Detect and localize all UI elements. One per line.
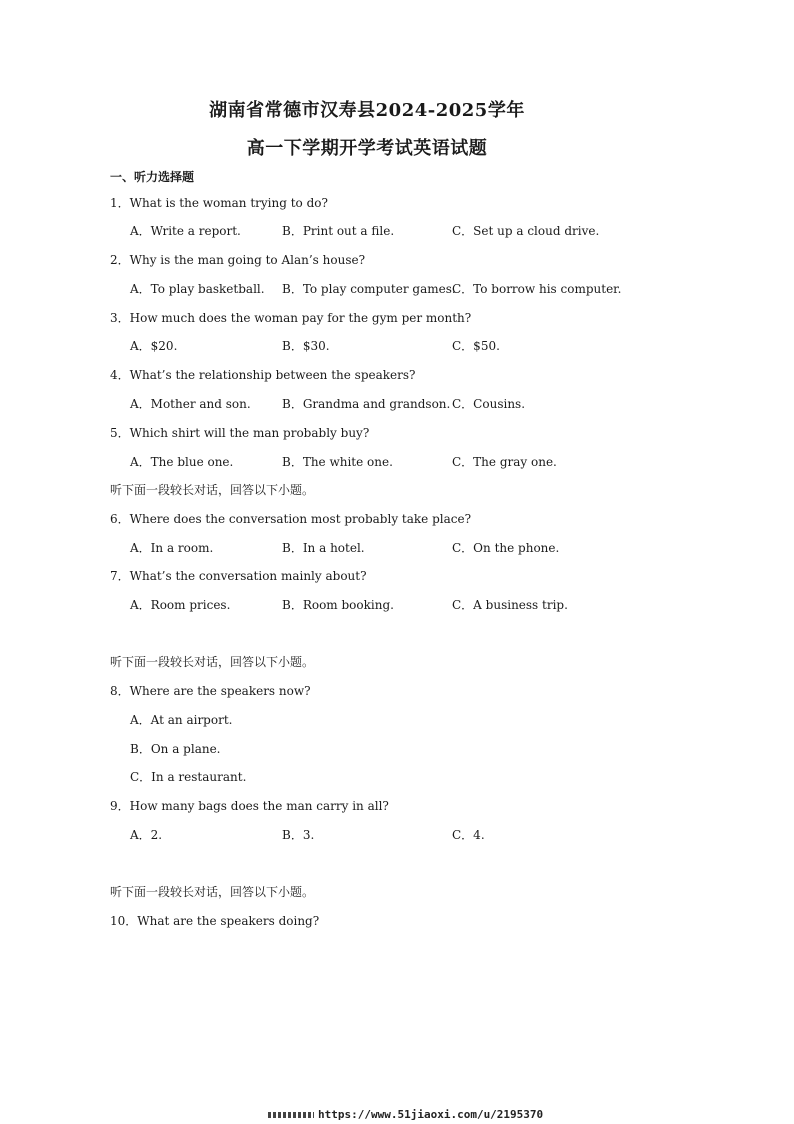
q6-option-a: A．In a room. bbox=[130, 541, 214, 555]
q2-option-b: B．To play computer games. bbox=[282, 282, 456, 296]
question-10: 10．What are the speakers doing? bbox=[110, 914, 320, 928]
q6-option-c: C．On the phone. bbox=[452, 541, 560, 555]
document-title-line2: 高一下学期开学考试英语试题 bbox=[246, 138, 488, 159]
question-2: 2．Why is the man going to Alan’s house? bbox=[110, 253, 366, 267]
q8-option-b: B．On a plane. bbox=[130, 742, 221, 756]
q5-option-b: B．The white one. bbox=[282, 455, 393, 469]
question-4: 4．What’s the relationship between the speakers? bbox=[110, 368, 416, 382]
watermark-logo-icon bbox=[268, 1112, 314, 1118]
q8-option-c: C．In a restaurant. bbox=[130, 770, 247, 784]
q2-option-a: A．To play basketball. bbox=[130, 282, 265, 296]
question-9: 9．How many bags does the man carry in all? bbox=[110, 799, 389, 813]
q3-option-a: A．$20. bbox=[130, 339, 178, 353]
question-8: 8．Where are the speakers now? bbox=[110, 684, 311, 698]
q4-option-c: C．Cousins. bbox=[452, 397, 526, 411]
q9-option-b: B．3. bbox=[282, 828, 315, 842]
question-6: 6．Where does the conversation most probably take place? bbox=[110, 512, 472, 526]
q8-option-a: A．At an airport. bbox=[130, 713, 233, 727]
q1-option-c: C．Set up a cloud drive. bbox=[452, 224, 600, 238]
question-7: 7．What’s the conversation mainly about? bbox=[110, 569, 367, 583]
question-5: 5．Which shirt will the man probably buy? bbox=[110, 426, 370, 440]
q6-option-b: B．In a hotel. bbox=[282, 541, 365, 555]
q2-option-c: C．To borrow his computer. bbox=[452, 282, 622, 296]
q4-option-a: A．Mother and son. bbox=[130, 397, 251, 411]
document-title-line1: 湖南省常德市汉寿县2024-2025学年 bbox=[209, 100, 525, 121]
q1-option-a: A．Write a report. bbox=[130, 224, 241, 238]
q5-option-c: C．The gray one. bbox=[452, 455, 557, 469]
q3-option-b: B．$30. bbox=[282, 339, 330, 353]
section-heading-listening: 一、听力选择题 bbox=[110, 170, 195, 184]
q3-option-c: C．$50. bbox=[452, 339, 500, 353]
footer-watermark bbox=[268, 1108, 543, 1121]
q7-option-c: C．A business trip. bbox=[452, 598, 568, 612]
instruction-note: 听下面一段较长对话，回答以下小题。 bbox=[110, 483, 315, 497]
q9-option-c: C．4. bbox=[452, 828, 485, 842]
q9-option-a: A．2. bbox=[130, 828, 163, 842]
q4-option-b: B．Grandma and grandson. bbox=[282, 397, 451, 411]
footer-url[interactable]: https://www.51jiaoxi.com/u/2195370 bbox=[318, 1108, 544, 1121]
q1-option-b: B．Print out a file. bbox=[282, 224, 395, 238]
q7-option-b: B．Room booking. bbox=[282, 598, 394, 612]
instruction-note: 听下面一段较长对话，回答以下小题。 bbox=[110, 885, 315, 899]
q7-option-a: A．Room prices. bbox=[130, 598, 231, 612]
question-3: 3．How much does the woman pay for the gym per month? bbox=[110, 311, 472, 325]
instruction-note: 听下面一段较长对话，回答以下小题。 bbox=[110, 655, 315, 669]
question-1: 1．What is the woman trying to do? bbox=[110, 196, 328, 210]
q5-option-a: A．The blue one. bbox=[130, 455, 234, 469]
